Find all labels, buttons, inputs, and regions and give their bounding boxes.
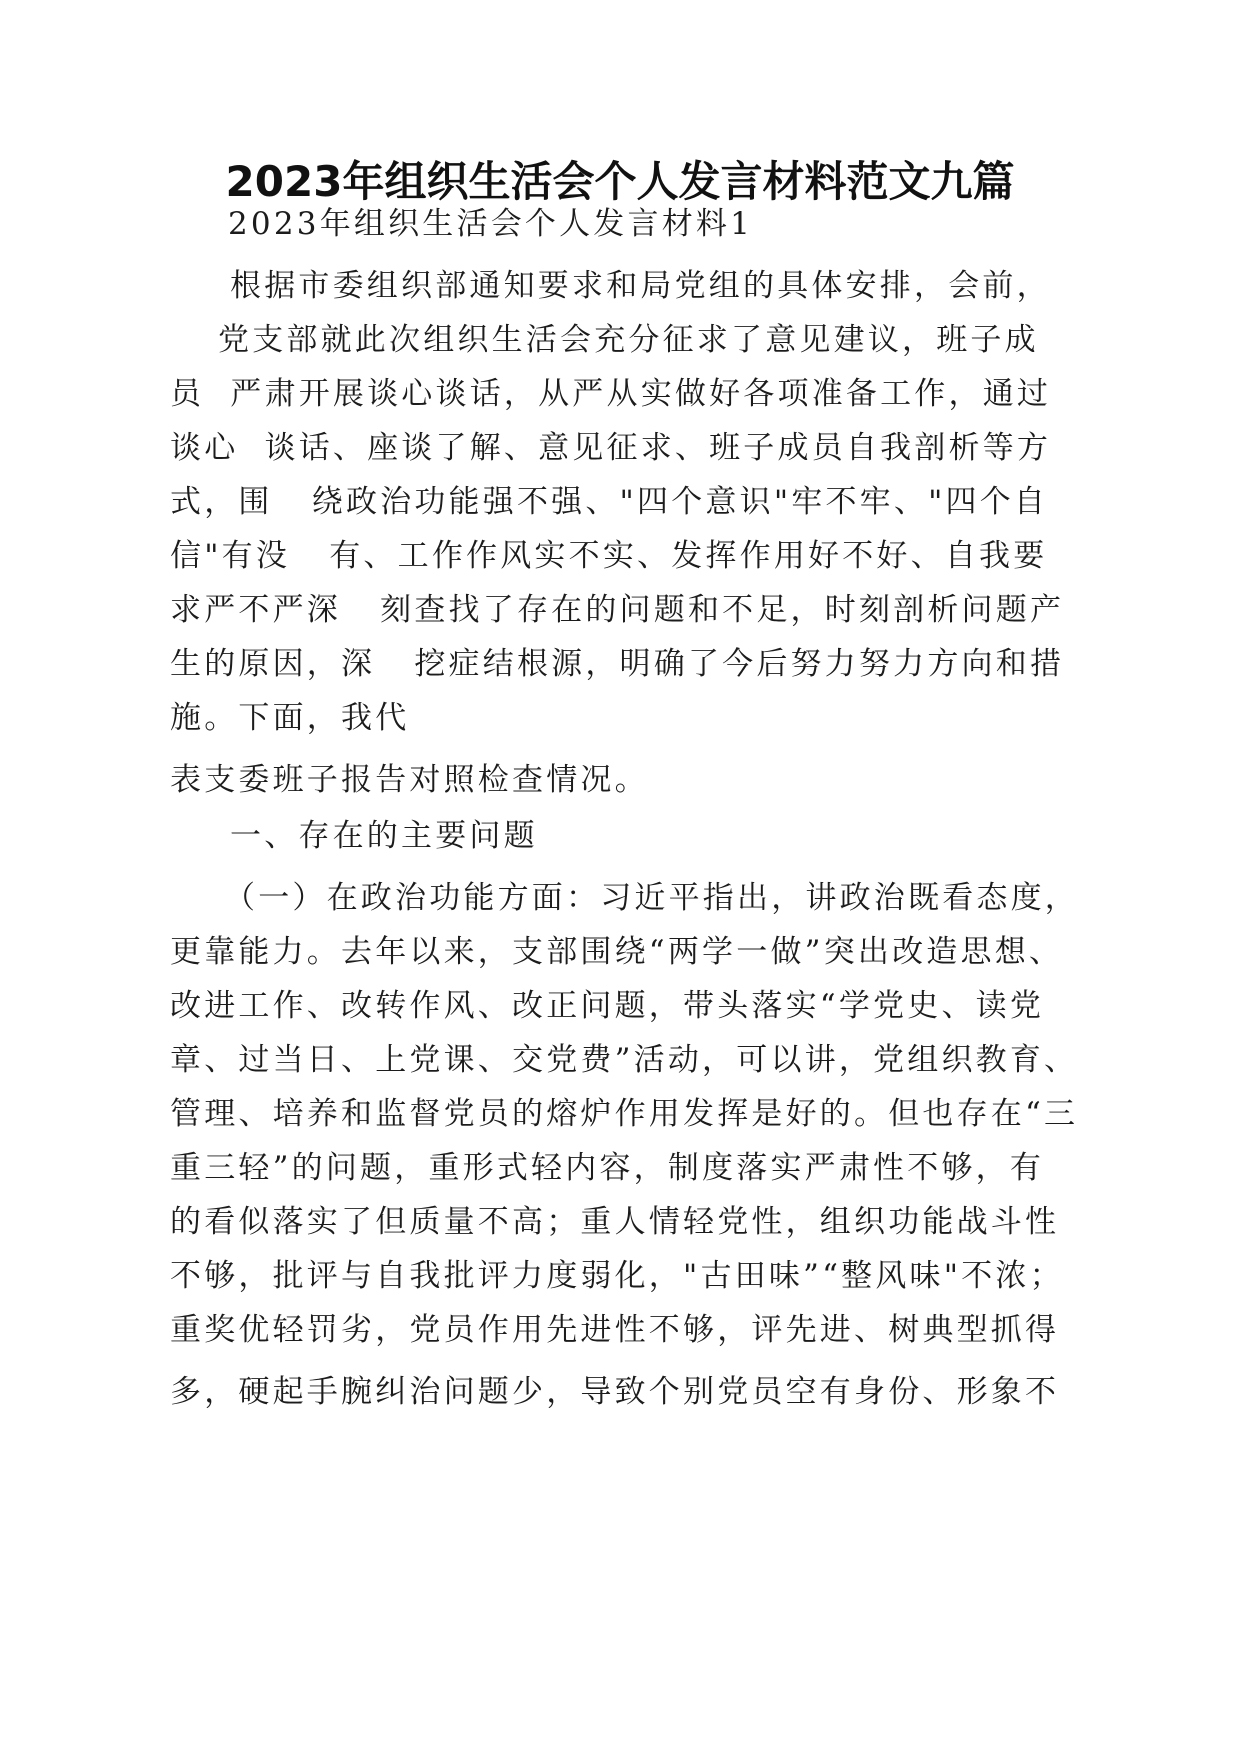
paragraph-line: 管理、培养和监督党员的熔炉作用发挥是好的。但也存在“三 xyxy=(170,1096,1079,1132)
paragraph-line: 的看似落实了但质量不高；重人情轻党性，组织功能战斗性 xyxy=(170,1204,1060,1240)
paragraph-line: 不够，批评与自我批评力度弱化，"古田味”“整风味"不浓； xyxy=(170,1258,1064,1294)
paragraph-line: 施。下面，我代 xyxy=(170,700,410,736)
paragraph-line: 生的原因，深 挖症结根源，明确了今后努力努力方向和措 xyxy=(170,646,1065,682)
paragraph-line: 党支部就此次组织生活会充分征求了意见建议，班子成 xyxy=(218,322,1039,358)
paragraph-line: 更靠能力。去年以来，支部围绕“两学一做”突出改造思想、 xyxy=(170,934,1064,970)
paragraph-line: 式，围 绕政治功能强不强、"四个意识"牢不牢、"四个自 xyxy=(170,484,1049,520)
paragraph-line: 谈心 谈话、座谈了解、意见征求、班子成员自我剖析等方 xyxy=(170,430,1052,466)
paragraph-line: 章、过当日、上党课、交党费”活动，可以讲，党组织教育、 xyxy=(170,1042,1079,1078)
paragraph-line: 多，硬起手腕纠治问题少，导致个别党员空有身份、形象不 xyxy=(170,1374,1060,1410)
paragraph-line: 重奖优轻罚劣，党员作用先进性不够，评先进、树典型抓得 xyxy=(170,1312,1060,1348)
paragraph-line: 根据市委组织部通知要求和局党组的具体安排，会前， xyxy=(230,268,1051,304)
paragraph-line: （一）在政治功能方面：习近平指出，讲政治既看态度， xyxy=(224,880,1079,916)
paragraph-line: 改进工作、改转作风、改正问题，带头落实“学党史、读党 xyxy=(170,988,1045,1024)
paragraph-line: 表支委班子报告对照检查情况。 xyxy=(170,762,649,798)
paragraph-line: 信"有没 有、工作作风实不实、发挥作用好不好、自我要 xyxy=(170,538,1048,574)
paragraph-line: 求严不严深 刻查找了存在的问题和不足，时刻剖析问题产 xyxy=(170,592,1065,628)
subheading: 2023年组织生活会个人发言材料1 xyxy=(228,206,754,242)
paragraph-line: 员 严肃开展谈心谈话，从严从实做好各项准备工作，通过 xyxy=(170,376,1052,412)
section-heading: 一、存在的主要问题 xyxy=(230,818,538,854)
paragraph-line: 重三轻”的问题，重形式轻内容，制度落实严肃性不够，有 xyxy=(170,1150,1045,1186)
document-title: 2023年组织生活会个人发言材料范文九篇 xyxy=(225,157,1015,206)
